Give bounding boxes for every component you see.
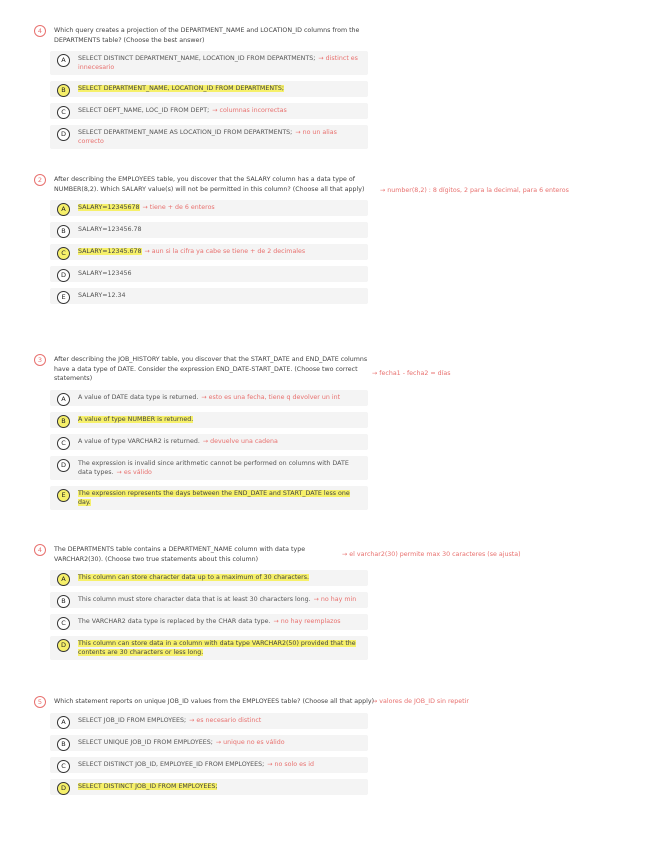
option-letter: A xyxy=(57,203,70,216)
option-letter: B xyxy=(57,415,70,428)
option-note: → distinct es innecesario xyxy=(78,55,358,71)
question-note: → el varchar2(30) permite max 30 caracteres (se ajusta) xyxy=(342,551,521,558)
option-text: SELECT DEPARTMENT_NAME AS LOCATION_ID FROM DEPARTMENTS; xyxy=(78,129,293,136)
question-number: 4 xyxy=(34,25,46,37)
option-text: This column can store character data up to a maximum of 30 characters. xyxy=(78,574,310,581)
option-letter: B xyxy=(57,738,70,751)
question-3 xyxy=(32,355,632,516)
option-correct[interactable] xyxy=(50,200,368,216)
option-letter: E xyxy=(57,489,70,502)
option-text: SELECT DISTINCT DEPARTMENT_NAME, LOCATION_ID FROM DEPARTMENTS; xyxy=(78,55,316,62)
question-header xyxy=(32,355,451,384)
option[interactable] xyxy=(50,614,368,630)
option-letter: C xyxy=(57,247,70,260)
question-2 xyxy=(32,175,632,310)
question-number: 5 xyxy=(34,696,46,708)
option[interactable] xyxy=(50,51,368,75)
question-4 xyxy=(32,545,632,666)
option-letter: B xyxy=(57,595,70,608)
option-note: → unique no es válido xyxy=(215,738,285,746)
question-text: After describing the EMPLOYEES table, you discover that the SALARY column has a data type of NUMBER(8,2). Which SALARY value(s) will not be permitted in this column? (Choose all that apply) xyxy=(54,176,365,193)
option-note: → no hay reemplazos xyxy=(273,618,341,625)
option-note: → aun si la cifra ya cabe se tiene + de 2 decimales xyxy=(144,248,306,255)
question-note: → fecha1 - fecha2 = días xyxy=(372,370,451,377)
question-text: The DEPARTMENTS table contains a DEPARTMENT_NAME column with data type VARCHAR2(30). (Choose two true statements about this column) xyxy=(54,546,306,563)
option-note: → esto es una fecha, tiene q devolver un int xyxy=(201,393,341,401)
question-note: → valores de JOB_ID sin repetir xyxy=(372,698,469,705)
question-text: After describing the JOB_HISTORY table, you discover that the START_DATE and END_DATE columns have a data type of DATE. Consider the expression END_DATE-START_DATE. (Choose two correct statements) xyxy=(54,356,368,382)
option-letter: D xyxy=(57,128,70,141)
option-correct[interactable] xyxy=(50,779,368,795)
option-text: SALARY=12.34 xyxy=(78,292,126,299)
option-text: SALARY=123456.78 xyxy=(78,226,142,233)
question-text: Which statement reports on unique JOB_ID values from the EMPLOYEES table? (Choose all that apply) xyxy=(54,698,375,705)
option-text: SELECT DEPARTMENT_NAME, LOCATION_ID FROM DEPARTMENTS; xyxy=(78,85,284,92)
option[interactable] xyxy=(50,434,368,450)
option-letter: B xyxy=(57,225,70,238)
option-letter: C xyxy=(57,617,70,630)
option[interactable] xyxy=(50,390,368,406)
question-number: 4 xyxy=(34,544,46,556)
option-text: SELECT JOB_ID FROM EMPLOYEES; xyxy=(78,716,187,724)
option-letter: C xyxy=(57,106,70,119)
option-note: → es necesario distinct xyxy=(189,716,262,724)
option-text: A value of type NUMBER is returned. xyxy=(78,415,194,423)
option-letter: B xyxy=(57,84,70,97)
option-letter: D xyxy=(57,459,70,472)
option-note: → columnas incorrectas xyxy=(212,107,287,114)
question-header xyxy=(32,697,469,707)
option-note: → no hay min xyxy=(313,596,357,603)
options-list xyxy=(32,200,632,304)
option[interactable] xyxy=(50,735,368,751)
option-letter: D xyxy=(57,782,70,795)
option[interactable] xyxy=(50,456,368,480)
option-note: → no solo es id xyxy=(267,760,315,768)
option[interactable] xyxy=(50,103,368,119)
option-text: SALARY=123456 xyxy=(78,270,132,277)
option[interactable] xyxy=(50,713,368,729)
option-text: The expression is invalid since arithmetic cannot be performed on columns with DATE data types. xyxy=(78,459,349,476)
option-text: This column must store character data that is at least 30 characters long. xyxy=(78,596,311,603)
option-text: SELECT UNIQUE JOB_ID FROM EMPLOYEES; xyxy=(78,738,213,746)
question-text: Which query creates a projection of the DEPARTMENT_NAME and LOCATION_ID columns from the DEPARTMENTS table? (Choose the best answer) xyxy=(54,27,360,44)
option-text: SELECT DISTINCT JOB_ID FROM EMPLOYEES; xyxy=(78,782,218,790)
option-correct[interactable] xyxy=(50,636,368,660)
question-header xyxy=(32,175,569,194)
option[interactable] xyxy=(50,222,368,238)
option-letter: A xyxy=(57,573,70,586)
option-text: SALARY=12345.678 xyxy=(78,248,142,255)
option-text: This column can store data in a column with data type VARCHAR2(50) provided that the contents are 30 characters or less long. xyxy=(78,640,356,656)
options-list xyxy=(32,51,632,149)
option-letter: D xyxy=(57,269,70,282)
question-1 xyxy=(32,26,632,155)
options-list xyxy=(32,713,632,795)
option-text: SELECT DEPT_NAME, LOC_ID FROM DEPT; xyxy=(78,107,210,114)
option-correct[interactable] xyxy=(50,81,368,97)
option-text: The expression represents the days between the END_DATE and START_DATE less one day. xyxy=(78,489,350,506)
option-correct[interactable] xyxy=(50,244,368,260)
option-correct[interactable] xyxy=(50,486,368,510)
option-letter: A xyxy=(57,716,70,729)
option[interactable] xyxy=(50,266,368,282)
option-text: A value of DATE data type is returned. xyxy=(78,393,199,401)
question-number: 2 xyxy=(34,174,46,186)
option[interactable] xyxy=(50,125,368,149)
option-correct[interactable] xyxy=(50,570,368,586)
option-correct[interactable] xyxy=(50,412,368,428)
option-letter: D xyxy=(57,639,70,652)
option-note: → devuelve una cadena xyxy=(202,437,278,445)
option-letter: C xyxy=(57,760,70,773)
question-header xyxy=(32,26,384,45)
option-text: SALARY=12345678 xyxy=(78,204,140,211)
option-note: → tiene + de 6 enteros xyxy=(142,204,215,211)
option-text: SELECT DISTINCT JOB_ID, EMPLOYEE_ID FROM EMPLOYEES; xyxy=(78,760,265,768)
option-note: → no un alias correcto xyxy=(78,129,337,145)
option-letter: E xyxy=(57,291,70,304)
option-letter: C xyxy=(57,437,70,450)
question-note: → number(8,2) : 8 dígitos, 2 para la decimal, para 6 enteros xyxy=(380,187,569,194)
question-5 xyxy=(32,697,632,801)
option[interactable] xyxy=(50,288,368,304)
option-note: → es válido xyxy=(116,468,152,476)
question-header xyxy=(32,545,521,564)
option-letter: A xyxy=(57,393,70,406)
question-number: 3 xyxy=(34,354,46,366)
option-letter: A xyxy=(57,54,70,67)
options-list xyxy=(32,570,632,660)
option[interactable] xyxy=(50,757,368,773)
option[interactable] xyxy=(50,592,368,608)
option-text: A value of type VARCHAR2 is returned. xyxy=(78,437,200,445)
options-list xyxy=(32,390,632,510)
option-text: The VARCHAR2 data type is replaced by the CHAR data type. xyxy=(78,618,271,625)
